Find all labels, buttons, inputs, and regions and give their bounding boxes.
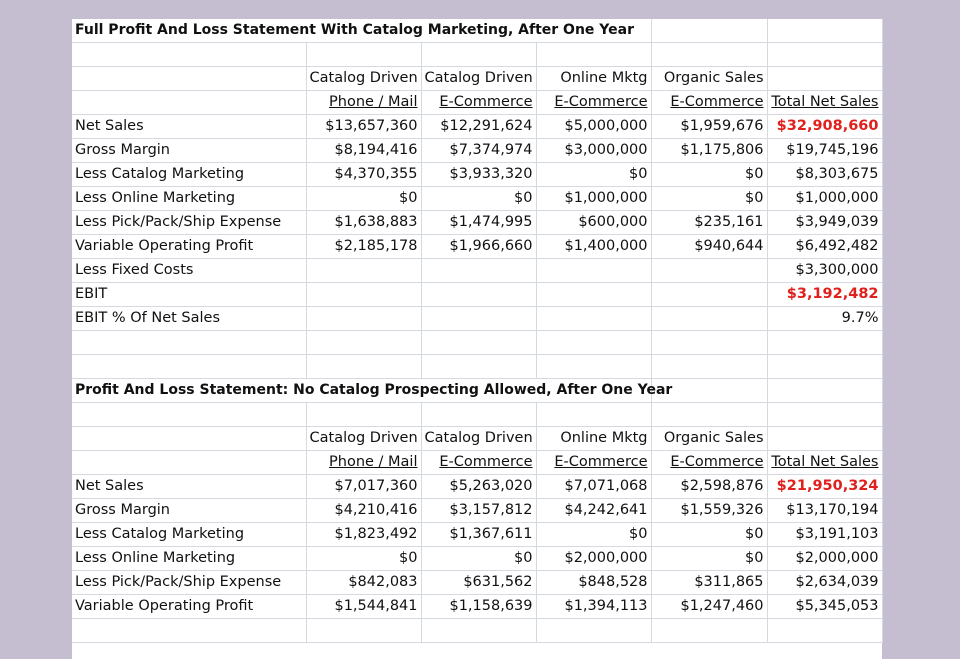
value-cell[interactable] [651,283,767,307]
column-header[interactable]: Catalog Driven [306,67,421,91]
value-cell[interactable]: $1,394,113 [536,595,651,619]
empty-cell[interactable] [72,331,306,355]
value-cell[interactable] [306,307,421,331]
empty-cell[interactable] [306,331,421,355]
table-row [72,211,882,235]
value-cell[interactable]: $5,263,020 [421,475,536,499]
value-cell[interactable]: $1,959,676 [651,115,767,139]
row-label[interactable]: Less Online Marketing [72,187,306,211]
empty-cell[interactable] [306,43,421,67]
spreadsheet [72,19,882,659]
empty-cell[interactable] [767,331,882,355]
table-row [72,235,882,259]
value-cell[interactable]: $0 [306,187,421,211]
gap-row-1 [72,331,882,355]
row-label[interactable]: EBIT % Of Net Sales [72,307,306,331]
column-subheader[interactable] [536,451,651,475]
empty-cell[interactable] [72,43,306,67]
value-cell[interactable]: $0 [536,163,651,187]
empty-cell[interactable] [421,355,536,379]
value-cell[interactable]: $2,000,000 [536,547,651,571]
value-cell[interactable]: $3,000,000 [536,139,651,163]
table-row [72,115,882,139]
column-subheader[interactable] [536,91,651,115]
section2-header-row-2 [72,451,882,475]
column-subheader[interactable] [767,451,882,475]
empty-cell[interactable] [306,403,421,427]
row-label[interactable]: Net Sales [72,115,306,139]
empty-cell[interactable] [72,67,306,91]
value-cell[interactable]: $3,933,320 [421,163,536,187]
value-cell[interactable]: $8,194,416 [306,139,421,163]
empty-cell[interactable] [536,43,651,67]
empty-cell[interactable] [536,403,651,427]
total-cell[interactable]: $32,908,660 [767,115,882,139]
value-cell[interactable]: $311,865 [651,571,767,595]
total-cell[interactable]: $8,303,675 [767,163,882,187]
total-cell[interactable]: $13,170,194 [767,499,882,523]
empty-cell[interactable] [72,91,306,115]
column-subheader-text: E-Commerce [554,454,648,470]
value-cell[interactable]: $0 [306,547,421,571]
empty-cell[interactable] [306,355,421,379]
table-row [72,523,882,547]
value-cell[interactable] [536,259,651,283]
empty-cell[interactable] [767,403,882,427]
value-cell[interactable]: $0 [421,547,536,571]
empty-cell[interactable] [421,331,536,355]
empty-cell[interactable] [536,619,651,643]
column-subheader[interactable] [306,91,421,115]
empty-cell[interactable] [767,355,882,379]
empty-cell[interactable] [421,403,536,427]
column-header[interactable]: Catalog Driven [306,427,421,451]
value-cell[interactable]: $1,158,639 [421,595,536,619]
section1-header-row-2 [72,91,882,115]
value-cell[interactable]: $1,367,611 [421,523,536,547]
value-cell[interactable]: $1,175,806 [651,139,767,163]
value-cell[interactable]: $848,528 [536,571,651,595]
value-cell[interactable]: $1,474,995 [421,211,536,235]
total-cell[interactable]: $21,950,324 [767,475,882,499]
empty-cell[interactable] [651,355,767,379]
row-label[interactable]: Gross Margin [72,139,306,163]
value-cell[interactable] [306,283,421,307]
gap-row-2 [72,355,882,379]
value-cell[interactable] [421,307,536,331]
empty-cell[interactable] [72,451,306,475]
value-cell[interactable] [651,307,767,331]
value-cell[interactable] [421,283,536,307]
value-cell[interactable]: $7,374,974 [421,139,536,163]
value-cell[interactable]: $0 [651,163,767,187]
total-cell[interactable]: $5,345,053 [767,595,882,619]
table-row [72,499,882,523]
table-row [72,139,882,163]
column-header[interactable]: Organic Sales [651,427,767,451]
value-cell[interactable] [421,259,536,283]
section1-spacer-row [72,43,882,67]
empty-cell[interactable] [767,19,882,43]
table-row [72,163,882,187]
table-row [72,547,882,571]
row-label[interactable]: Variable Operating Profit [72,595,306,619]
total-cell[interactable]: $3,949,039 [767,211,882,235]
column-subheader-text: Total Net Sales [771,454,879,470]
column-header[interactable]: Online Mktg [536,427,651,451]
table-row [72,307,882,331]
total-cell[interactable]: 9.7% [767,307,882,331]
value-cell[interactable]: $842,083 [306,571,421,595]
value-cell[interactable]: $1,400,000 [536,235,651,259]
section1-header-row-1 [72,67,882,91]
value-cell[interactable]: $940,644 [651,235,767,259]
empty-cell[interactable] [651,403,767,427]
row-label[interactable]: Variable Operating Profit [72,235,306,259]
empty-cell[interactable] [536,331,651,355]
row-label[interactable]: Less Fixed Costs [72,259,306,283]
table-row [72,475,882,499]
row-label[interactable]: Gross Margin [72,499,306,523]
section1-title-row [72,19,882,43]
value-cell[interactable]: $1,247,460 [651,595,767,619]
value-cell[interactable] [536,307,651,331]
value-cell[interactable]: $1,544,841 [306,595,421,619]
column-header[interactable]: Catalog Driven [421,67,536,91]
value-cell[interactable]: $13,657,360 [306,115,421,139]
empty-cell[interactable] [651,19,767,43]
empty-cell[interactable] [536,355,651,379]
value-cell[interactable]: $7,071,068 [536,475,651,499]
row-label[interactable]: Less Online Marketing [72,547,306,571]
section2-header-row-1 [72,427,882,451]
value-cell[interactable] [306,259,421,283]
column-subheader-text: E-Commerce [670,454,764,470]
value-cell[interactable]: $4,210,416 [306,499,421,523]
value-cell[interactable] [536,283,651,307]
empty-cell[interactable] [767,67,882,91]
row-label[interactable]: Less Pick/Pack/Ship Expense [72,571,306,595]
value-cell[interactable]: $7,017,360 [306,475,421,499]
total-cell[interactable]: $1,000,000 [767,187,882,211]
section1-title[interactable]: Full Profit And Loss Statement With Catalog Marketing, After One Year [72,19,651,43]
column-header[interactable]: Organic Sales [651,67,767,91]
section2-title-row [72,379,882,403]
row-label[interactable]: Less Catalog Marketing [72,163,306,187]
empty-cell[interactable] [767,379,882,403]
column-subheader-text: E-Commerce [670,94,764,110]
pl-table [72,19,883,643]
value-cell[interactable]: $4,242,641 [536,499,651,523]
empty-cell[interactable] [72,355,306,379]
table-row [72,571,882,595]
row-label[interactable]: Less Catalog Marketing [72,523,306,547]
row-label[interactable]: Net Sales [72,475,306,499]
value-cell[interactable]: $3,157,812 [421,499,536,523]
empty-cell[interactable] [72,403,306,427]
column-subheader[interactable] [421,91,536,115]
total-cell[interactable]: $2,634,039 [767,571,882,595]
value-cell[interactable]: $1,823,492 [306,523,421,547]
column-subheader-text: Total Net Sales [771,94,879,110]
empty-cell[interactable] [421,43,536,67]
row-label[interactable]: EBIT [72,283,306,307]
total-cell[interactable]: $3,191,103 [767,523,882,547]
empty-cell[interactable] [651,331,767,355]
column-header[interactable]: Catalog Driven [421,427,536,451]
row-label[interactable]: Less Pick/Pack/Ship Expense [72,211,306,235]
column-subheader[interactable] [421,451,536,475]
value-cell[interactable]: $1,966,660 [421,235,536,259]
value-cell[interactable]: $600,000 [536,211,651,235]
section2-spacer-row [72,403,882,427]
section2-title[interactable]: Profit And Loss Statement: No Catalog Prospecting Allowed, After One Year [72,379,651,403]
value-cell[interactable]: $1,638,883 [306,211,421,235]
column-subheader-text: E-Commerce [439,454,533,470]
column-subheader-text: Phone / Mail [329,454,418,470]
column-subheader[interactable] [306,451,421,475]
value-cell[interactable]: $0 [421,187,536,211]
total-cell[interactable]: $2,000,000 [767,547,882,571]
value-cell[interactable]: $631,562 [421,571,536,595]
table-row [72,595,882,619]
empty-cell[interactable] [651,43,767,67]
table-row [72,187,882,211]
empty-cell[interactable] [767,43,882,67]
column-subheader-text: Phone / Mail [329,94,418,110]
value-cell[interactable]: $0 [651,547,767,571]
value-cell[interactable]: $235,161 [651,211,767,235]
column-subheader-text: E-Commerce [554,94,648,110]
total-cell[interactable]: $19,745,196 [767,139,882,163]
column-subheader[interactable] [651,451,767,475]
table-row [72,283,882,307]
table-row [72,259,882,283]
empty-cell[interactable] [306,619,421,643]
value-cell[interactable]: $0 [536,523,651,547]
value-cell[interactable]: $2,598,876 [651,475,767,499]
column-subheader-text: E-Commerce [439,94,533,110]
empty-cell[interactable] [767,427,882,451]
empty-cell[interactable] [651,619,767,643]
value-cell[interactable]: $0 [651,187,767,211]
value-cell[interactable]: $0 [651,523,767,547]
empty-cell[interactable] [72,619,306,643]
value-cell[interactable]: $1,559,326 [651,499,767,523]
empty-cell[interactable] [767,619,882,643]
empty-cell[interactable] [421,619,536,643]
empty-cell[interactable] [72,427,306,451]
total-cell[interactable]: $6,492,482 [767,235,882,259]
value-cell[interactable]: $12,291,624 [421,115,536,139]
column-subheader[interactable] [767,91,882,115]
value-cell[interactable]: $4,370,355 [306,163,421,187]
trailing-row [72,619,882,643]
column-header[interactable]: Online Mktg [536,67,651,91]
value-cell[interactable]: $2,185,178 [306,235,421,259]
value-cell[interactable] [651,259,767,283]
value-cell[interactable]: $5,000,000 [536,115,651,139]
total-cell[interactable]: $3,300,000 [767,259,882,283]
column-subheader[interactable] [651,91,767,115]
total-cell[interactable]: $3,192,482 [767,283,882,307]
value-cell[interactable]: $1,000,000 [536,187,651,211]
